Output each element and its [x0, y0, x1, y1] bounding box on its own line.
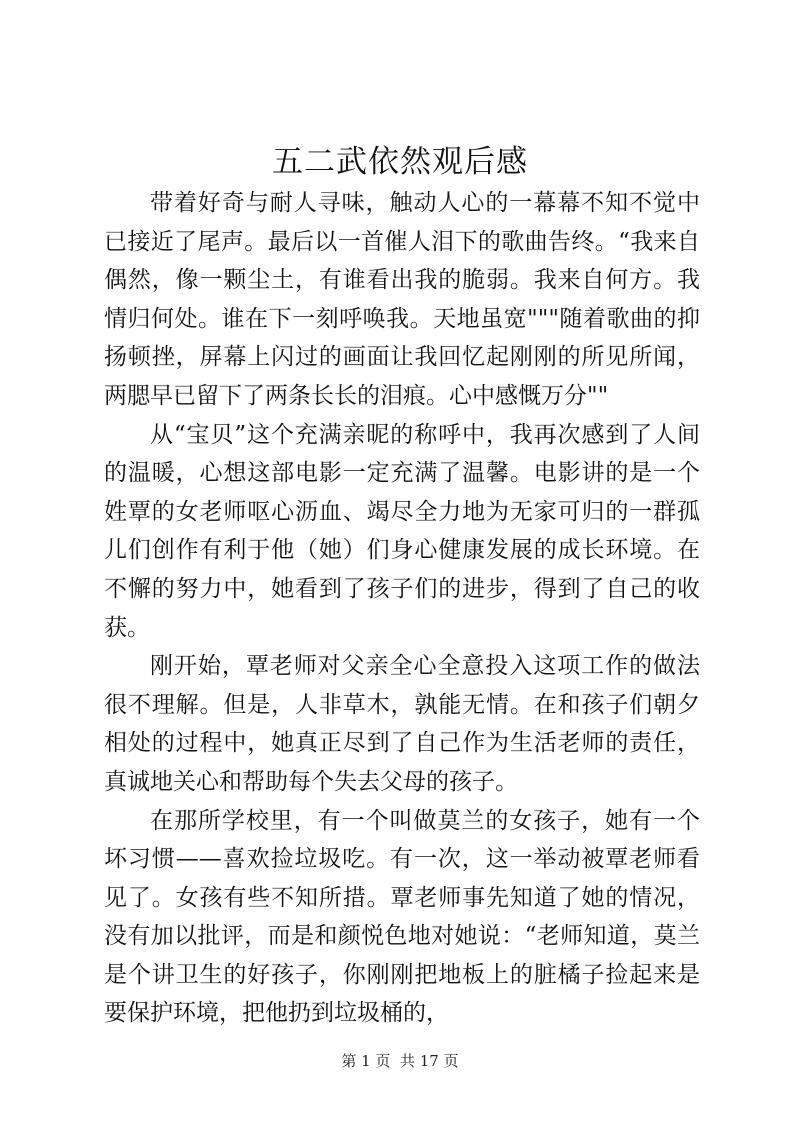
- paragraph-1: 带着好奇与耐人寻味，触动人心的一幕幕不知不觉中已接近了尾声。最后以一首催人泪下的歌曲告终。“我来自偶然，像一颗尘土，有谁看出我的脆弱。我来自何方。我情归何处。谁在下一刻呼唤我。天地虽宽"""随着歌曲的抑扬顿挫，屏幕上闪过的画面让我回忆起刚刚的所见所闻，两腮早已留下了两条长长的泪痕。心中感慨万分"": [104, 190, 700, 409]
- paragraph-2: 从“宝贝”这个充满亲昵的称呼中，我再次感到了人间的温暖，心想这部电影一定充满了温馨。电影讲的是一个姓覃的女老师呕心沥血、竭尽全力地为无家可归的一群孤儿们创作有利于他（她）们身心健康发展的成长环境。在不懈的努力中，她看到了孩子们的进步，得到了自己的收获。: [104, 421, 700, 641]
- document-title: 五二武依然观后感: [272, 144, 528, 180]
- page-footer: [0, 1051, 800, 1071]
- page-number-label: 第 1 页 共 17 页: [341, 1052, 459, 1070]
- document-body: [104, 184, 700, 1033]
- paragraph-4: 在那所学校里，有一个叫做莫兰的女孩子，她有一个坏习惯——喜欢捡垃圾吃。有一次，这一举动被覃老师看见了。女孩有些不知所措。覃老师事先知道了她的情况，没有加以批评，而是和颜悦色地对她说：“老师知道，莫兰是个讲卫生的好孩子，你刚刚把地板上的脏橘子捡起来是要保护环境，把他扔到垃圾桶的，: [104, 807, 700, 1027]
- paragraph-3: 刚开始，覃老师对父亲全心全意投入这项工作的做法很不理解。但是，人非草木，孰能无情。在和孩子们朝夕相处的过程中，她真正尽到了自己作为生活老师的责任，真诚地关心和帮助每个失去父母的孩子。: [104, 653, 700, 795]
